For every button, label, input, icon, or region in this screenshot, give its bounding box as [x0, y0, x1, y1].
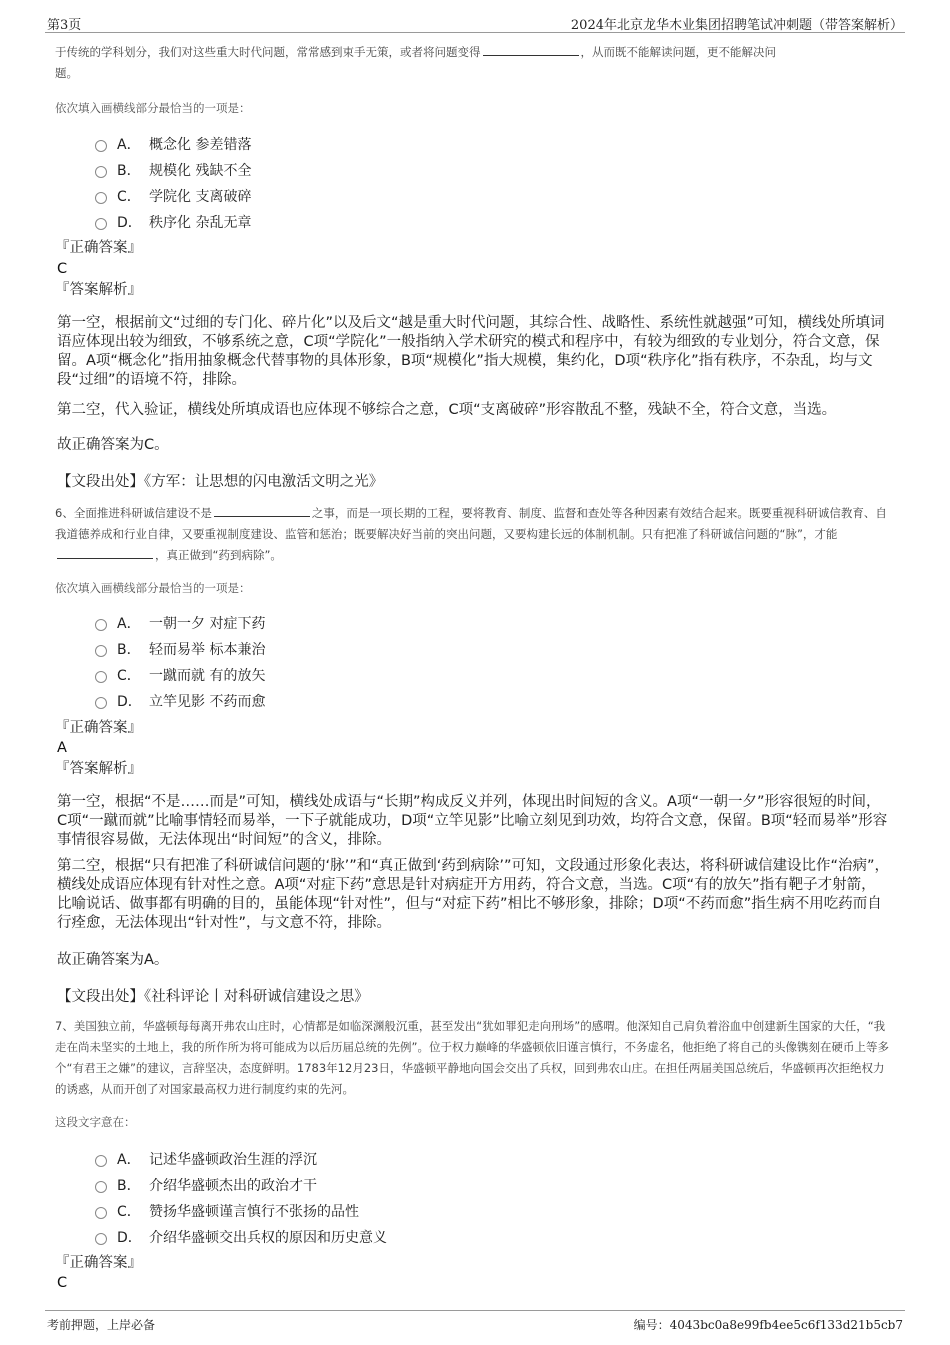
q6-options [95, 610, 495, 714]
page-number: 第3页 [47, 18, 82, 33]
q5-options [95, 131, 495, 235]
option-c[interactable]: C． 一蹴而就 有的放矢 [95, 662, 495, 688]
explanation-paragraph: 第二空，根据“只有把准了科研诚信问题的‘脉’”和“真正做到‘药到病除’”可知，文段通过形象化表达，将科研诚信建设比作“治病”，横线处成语应体现有针对性之意。A项“对症下药”意思是针对病症开方用药，符合文意，当选。C项“有的放矢”指有靶子才射箭，比喻说话、做事都有明确的目的，虽能体现“针对性”，但与“对症下药”相比不够形象，排除；D项“不药而愈”指生病不用吃药而自行痊愈，无法体现出“针对性”，与文意不符，排除。 [57, 858, 890, 931]
option-d[interactable]: D． 立竿见影 不药而愈 [95, 688, 495, 714]
answer-label: 『正确答案』 [55, 1255, 142, 1271]
option-c[interactable]: C． 赞扬华盛顿谨言慎行不张扬的品性 [95, 1198, 495, 1224]
analysis-label: 『答案解析』 [55, 282, 142, 298]
footer-slogan: 考前押题，上岸必备 [47, 1318, 156, 1332]
option-b[interactable]: B． 介绍华盛顿杰出的政治才干 [95, 1172, 495, 1198]
answer-label: 『正确答案』 [55, 240, 142, 256]
option-a[interactable]: A． 概念化 参差错落 [95, 131, 495, 157]
explanation-conclusion: 故正确答案为C。 [57, 437, 169, 453]
radio-icon[interactable] [95, 671, 107, 683]
radio-icon[interactable] [95, 218, 107, 230]
source-citation: 【文段出处】《社科评论丨对科研诚信建设之思》 [57, 989, 369, 1005]
radio-icon[interactable] [95, 1155, 107, 1167]
q5-prompt: 依次填入画横线部分最恰当的一项是： [55, 101, 251, 115]
option-a[interactable]: A． 一朝一夕 对症下药 [95, 610, 495, 636]
option-a[interactable]: A． 记述华盛顿政治生涯的浮沉 [95, 1146, 495, 1172]
option-d[interactable]: D． 介绍华盛顿交出兵权的原因和历史意义 [95, 1224, 495, 1250]
answer-value: A [57, 740, 67, 756]
option-c[interactable]: C． 学院化 支离破碎 [95, 183, 495, 209]
blank-line [57, 546, 153, 559]
q6-prompt: 依次填入画横线部分最恰当的一项是： [55, 581, 251, 595]
explanation-paragraph: 第一空，根据“不是……而是”可知，横线处成语与“长期”构成反义并列，体现出时间短的含义。A项“一朝一夕”形容很短的时间，C项“一蹴而就”比喻事情轻而易举，一下子就能成功，D项“立竿见影”比喻立刻见到功效，均符合文意，保留。B项“轻而易举”形容事情很容易做，无法体现出“时间短”的含义，排除。 [57, 794, 888, 848]
radio-icon[interactable] [95, 1181, 107, 1193]
blank-line [214, 504, 310, 517]
radio-icon[interactable] [95, 1207, 107, 1219]
q7-prompt: 这段文字意在： [55, 1115, 136, 1129]
answer-value: C [57, 261, 68, 277]
q5-stem: 于传统的学科划分，我们对这些重大时代问题，常常感到束手无策，或者将问题变得 ，从而既不能解读问题，更不能解决问 题。 [55, 45, 776, 80]
blank-line [483, 43, 579, 56]
answer-value: C [57, 1275, 68, 1291]
source-citation: 【文段出处】《方军：让思想的闪电激活文明之光》 [57, 474, 384, 490]
q7-options [95, 1146, 495, 1250]
radio-icon[interactable] [95, 645, 107, 657]
explanation-paragraph: 第一空，根据前文“过细的专门化、碎片化”以及后文“越是重大时代问题，其综合性、战略性、系统性就越强”可知，横线处所填词语应体现出较为细致，不够系统之意，C项“学院化”一般指纳入学术研究的模式和程序中，有较为细致的专业划分，符合文意，保留。A项“概念化”指用抽象概念代替事物的具体形象，B项“规模化”指大规模，集约化，D项“秩序化”指有秩序，不杂乱，均与文段“过细”的语境不符，排除。 [57, 315, 885, 388]
q6-stem: 6、全面推进科研诚信建设不是 之事，而是一项长期的工程，要将教育、制度、监督和查处等各种因素有效结合起来。既要重视科研诚信教育、自我道德养成和行业自律，又要重视制度建设、监管和惩治；既要解决好当前的突出问题，又要构建长远的体制机制。只有把准了科研诚信问题的“脉”，才能，真正做到“药到病除”。 [55, 506, 887, 562]
radio-icon[interactable] [95, 140, 107, 152]
option-b[interactable]: B． 规模化 残缺不全 [95, 157, 495, 183]
answer-label: 『正确答案』 [55, 720, 142, 736]
radio-icon[interactable] [95, 192, 107, 204]
option-b[interactable]: B． 轻而易举 标本兼治 [95, 636, 495, 662]
page-footer [45, 1310, 905, 1333]
explanation-paragraph: 第二空，代入验证，横线处所填成语也应体现不够综合之意，C项“支离破碎”形容散乱不整，残缺不全，符合文意，当选。 [57, 402, 837, 418]
radio-icon[interactable] [95, 619, 107, 631]
explanation-conclusion: 故正确答案为A。 [57, 952, 169, 968]
document-code: 编号：4043bc0a8e99fb4ee5c6f133d21b5cb7 [633, 1318, 903, 1332]
radio-icon[interactable] [95, 166, 107, 178]
radio-icon[interactable] [95, 1233, 107, 1245]
analysis-label: 『答案解析』 [55, 761, 142, 777]
radio-icon[interactable] [95, 697, 107, 709]
option-d[interactable]: D． 秩序化 杂乱无章 [95, 209, 495, 235]
page-header [45, 10, 905, 33]
document-title: 2024年北京龙华木业集团招聘笔试冲刺题（带答案解析） [570, 18, 903, 33]
q7-stem: 7、美国独立前，华盛顿每每离开弗农山庄时，心情都是如临深渊般沉重，甚至发出“犹如罪犯走向刑场”的感喟。他深知自己肩负着浴血中创建新生国家的大任，“我走在尚未坚实的土地上，我的所作所为将可能成为以后历届总统的先例”。位于权力巅峰的华盛顿依旧谨言慎行，不务虚名，他拒绝了将自己的头像镌刻在硬币上等多个“有君王之嫌”的建议，言辞坚决，态度鲜明。1783年12月23日，华盛顿平静地向国会交出了兵权，回到弗农山庄。在担任两届美国总统后，华盛顿再次拒绝权力的诱惑，从而开创了对国家最高权力进行制度约束的先河。 [55, 1019, 889, 1096]
